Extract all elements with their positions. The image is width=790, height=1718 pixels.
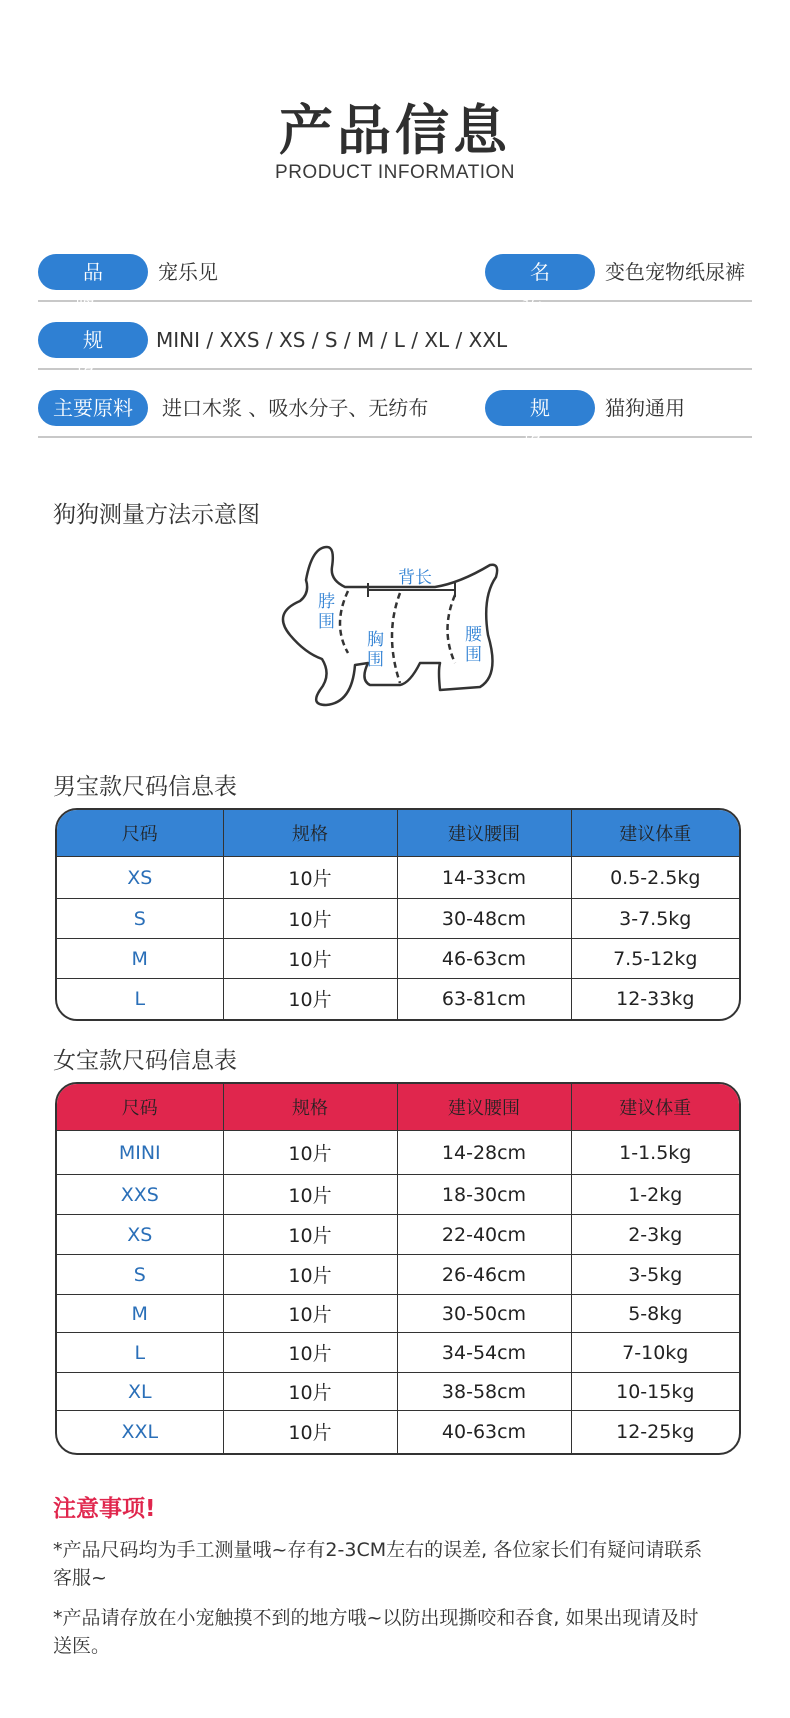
brand-label: 品 牌 xyxy=(38,254,148,290)
table-row xyxy=(57,1333,739,1373)
cell-waist: 26-46cm xyxy=(397,1255,571,1295)
cell-spec: 10片 xyxy=(223,979,397,1019)
cell-spec: 10片 xyxy=(223,857,397,899)
cell-weight: 7-10kg xyxy=(571,1333,739,1373)
cell-size: L xyxy=(57,979,223,1019)
cell-waist: 18-30cm xyxy=(397,1175,571,1215)
cell-size: L xyxy=(57,1333,223,1373)
cell-waist: 30-50cm xyxy=(397,1295,571,1333)
cell-waist: 30-48cm xyxy=(397,899,571,939)
brand-value: 宠乐见 xyxy=(158,260,218,284)
cell-spec: 10片 xyxy=(223,1411,397,1453)
chest-line xyxy=(392,593,400,683)
neck-label-1: 脖 xyxy=(318,592,335,612)
cell-weight: 0.5-2.5kg xyxy=(571,857,739,899)
material-value: 进口木浆 、吸水分子、无纺布 xyxy=(162,396,429,420)
cell-weight: 3-5kg xyxy=(571,1255,739,1295)
table-row xyxy=(57,1373,739,1411)
table-row xyxy=(57,1215,739,1255)
male-header-weight: 建议体重 xyxy=(571,810,739,857)
chest-label-1: 胸 xyxy=(367,630,384,650)
cell-size: XXL xyxy=(57,1411,223,1453)
cell-spec: 10片 xyxy=(223,1215,397,1255)
notice-line-2: *产品请存放在小宠触摸不到的地方哦~以防出现撕咬和吞食, 如果出现请及时送医。 xyxy=(53,1607,699,1657)
cell-waist: 38-58cm xyxy=(397,1373,571,1411)
chest-label-2: 围 xyxy=(367,650,384,670)
cell-size: M xyxy=(57,939,223,979)
male-header-spec: 规格 xyxy=(223,810,397,857)
neck-line xyxy=(340,591,348,653)
table-row xyxy=(57,1175,739,1215)
info-row-spec xyxy=(38,308,752,388)
material-label: 主要原料 xyxy=(38,390,148,426)
female-header-size: 尺码 xyxy=(57,1084,223,1131)
notice-title: 注意事项! xyxy=(53,1496,156,1522)
cell-spec: 10片 xyxy=(223,899,397,939)
cell-waist: 22-40cm xyxy=(397,1215,571,1255)
male-header-size: 尺码 xyxy=(57,810,223,857)
female-header-spec: 规格 xyxy=(223,1084,397,1131)
dog-measure-diagram xyxy=(260,535,510,715)
cell-waist: 14-28cm xyxy=(397,1131,571,1175)
cell-size: S xyxy=(57,1255,223,1295)
cell-size: MINI xyxy=(57,1131,223,1175)
cell-spec: 10片 xyxy=(223,1131,397,1175)
table-row xyxy=(57,857,739,899)
cell-spec: 10片 xyxy=(223,1333,397,1373)
female-table-title: 女宝款尺码信息表 xyxy=(53,1048,237,1074)
table-row xyxy=(57,1411,739,1453)
back-length-label: 背长 xyxy=(398,568,432,588)
cell-weight: 1-1.5kg xyxy=(571,1131,739,1175)
cell-weight: 10-15kg xyxy=(571,1373,739,1411)
table-row xyxy=(57,939,739,979)
female-header-waist: 建议腰围 xyxy=(397,1084,571,1131)
cell-waist: 40-63cm xyxy=(397,1411,571,1453)
cell-waist: 46-63cm xyxy=(397,939,571,979)
spec2-value: 猫狗通用 xyxy=(605,396,685,420)
cell-size: S xyxy=(57,899,223,939)
cell-size: XS xyxy=(57,857,223,899)
male-header-waist: 建议腰围 xyxy=(397,810,571,857)
cell-weight: 7.5-12kg xyxy=(571,939,739,979)
male-size-table xyxy=(55,808,741,1021)
page-title: 产品信息 xyxy=(279,99,511,162)
info-row-brand xyxy=(38,240,752,320)
cell-weight: 12-25kg xyxy=(571,1411,739,1453)
name-label: 名 称 xyxy=(485,254,595,290)
spec-value: MINI / XXS / XS / S / M / L / XL / XXL xyxy=(156,328,508,352)
female-size-table xyxy=(55,1082,741,1455)
table-row xyxy=(57,1255,739,1295)
name-value: 变色宠物纸尿裤 xyxy=(605,260,745,284)
cell-weight: 3-7.5kg xyxy=(571,899,739,939)
table-row xyxy=(57,1131,739,1175)
cell-weight: 1-2kg xyxy=(571,1175,739,1215)
info-row-material xyxy=(38,376,752,456)
cell-spec: 10片 xyxy=(223,1295,397,1333)
cell-size: XL xyxy=(57,1373,223,1411)
cell-weight: 5-8kg xyxy=(571,1295,739,1333)
table-row xyxy=(57,979,739,1019)
cell-waist: 14-33cm xyxy=(397,857,571,899)
spec-label: 规 格 xyxy=(38,322,148,358)
page-subtitle: PRODUCT INFORMATION xyxy=(275,162,515,183)
cell-spec: 10片 xyxy=(223,1373,397,1411)
neck-label-2: 围 xyxy=(318,612,335,632)
table-row xyxy=(57,899,739,939)
cell-waist: 34-54cm xyxy=(397,1333,571,1373)
cell-spec: 10片 xyxy=(223,939,397,979)
spec2-label: 规 格 xyxy=(485,390,595,426)
cell-size: XXS xyxy=(57,1175,223,1215)
cell-spec: 10片 xyxy=(223,1175,397,1215)
male-table-title: 男宝款尺码信息表 xyxy=(53,774,237,800)
cell-spec: 10片 xyxy=(223,1255,397,1295)
female-header-weight: 建议体重 xyxy=(571,1084,739,1131)
waist-label-1: 腰 xyxy=(465,625,482,645)
notice-line-1: *产品尺码均为手工测量哦~存有2-3CM左右的误差, 各位家长们有疑问请联系客服~ xyxy=(53,1539,703,1589)
cell-weight: 2-3kg xyxy=(571,1215,739,1255)
cell-weight: 12-33kg xyxy=(571,979,739,1019)
cell-size: M xyxy=(57,1295,223,1333)
waist-line xyxy=(448,595,456,663)
diagram-title: 狗狗测量方法示意图 xyxy=(53,502,260,528)
cell-size: XS xyxy=(57,1215,223,1255)
waist-label-2: 围 xyxy=(465,645,482,665)
cell-waist: 63-81cm xyxy=(397,979,571,1019)
table-row xyxy=(57,1295,739,1333)
